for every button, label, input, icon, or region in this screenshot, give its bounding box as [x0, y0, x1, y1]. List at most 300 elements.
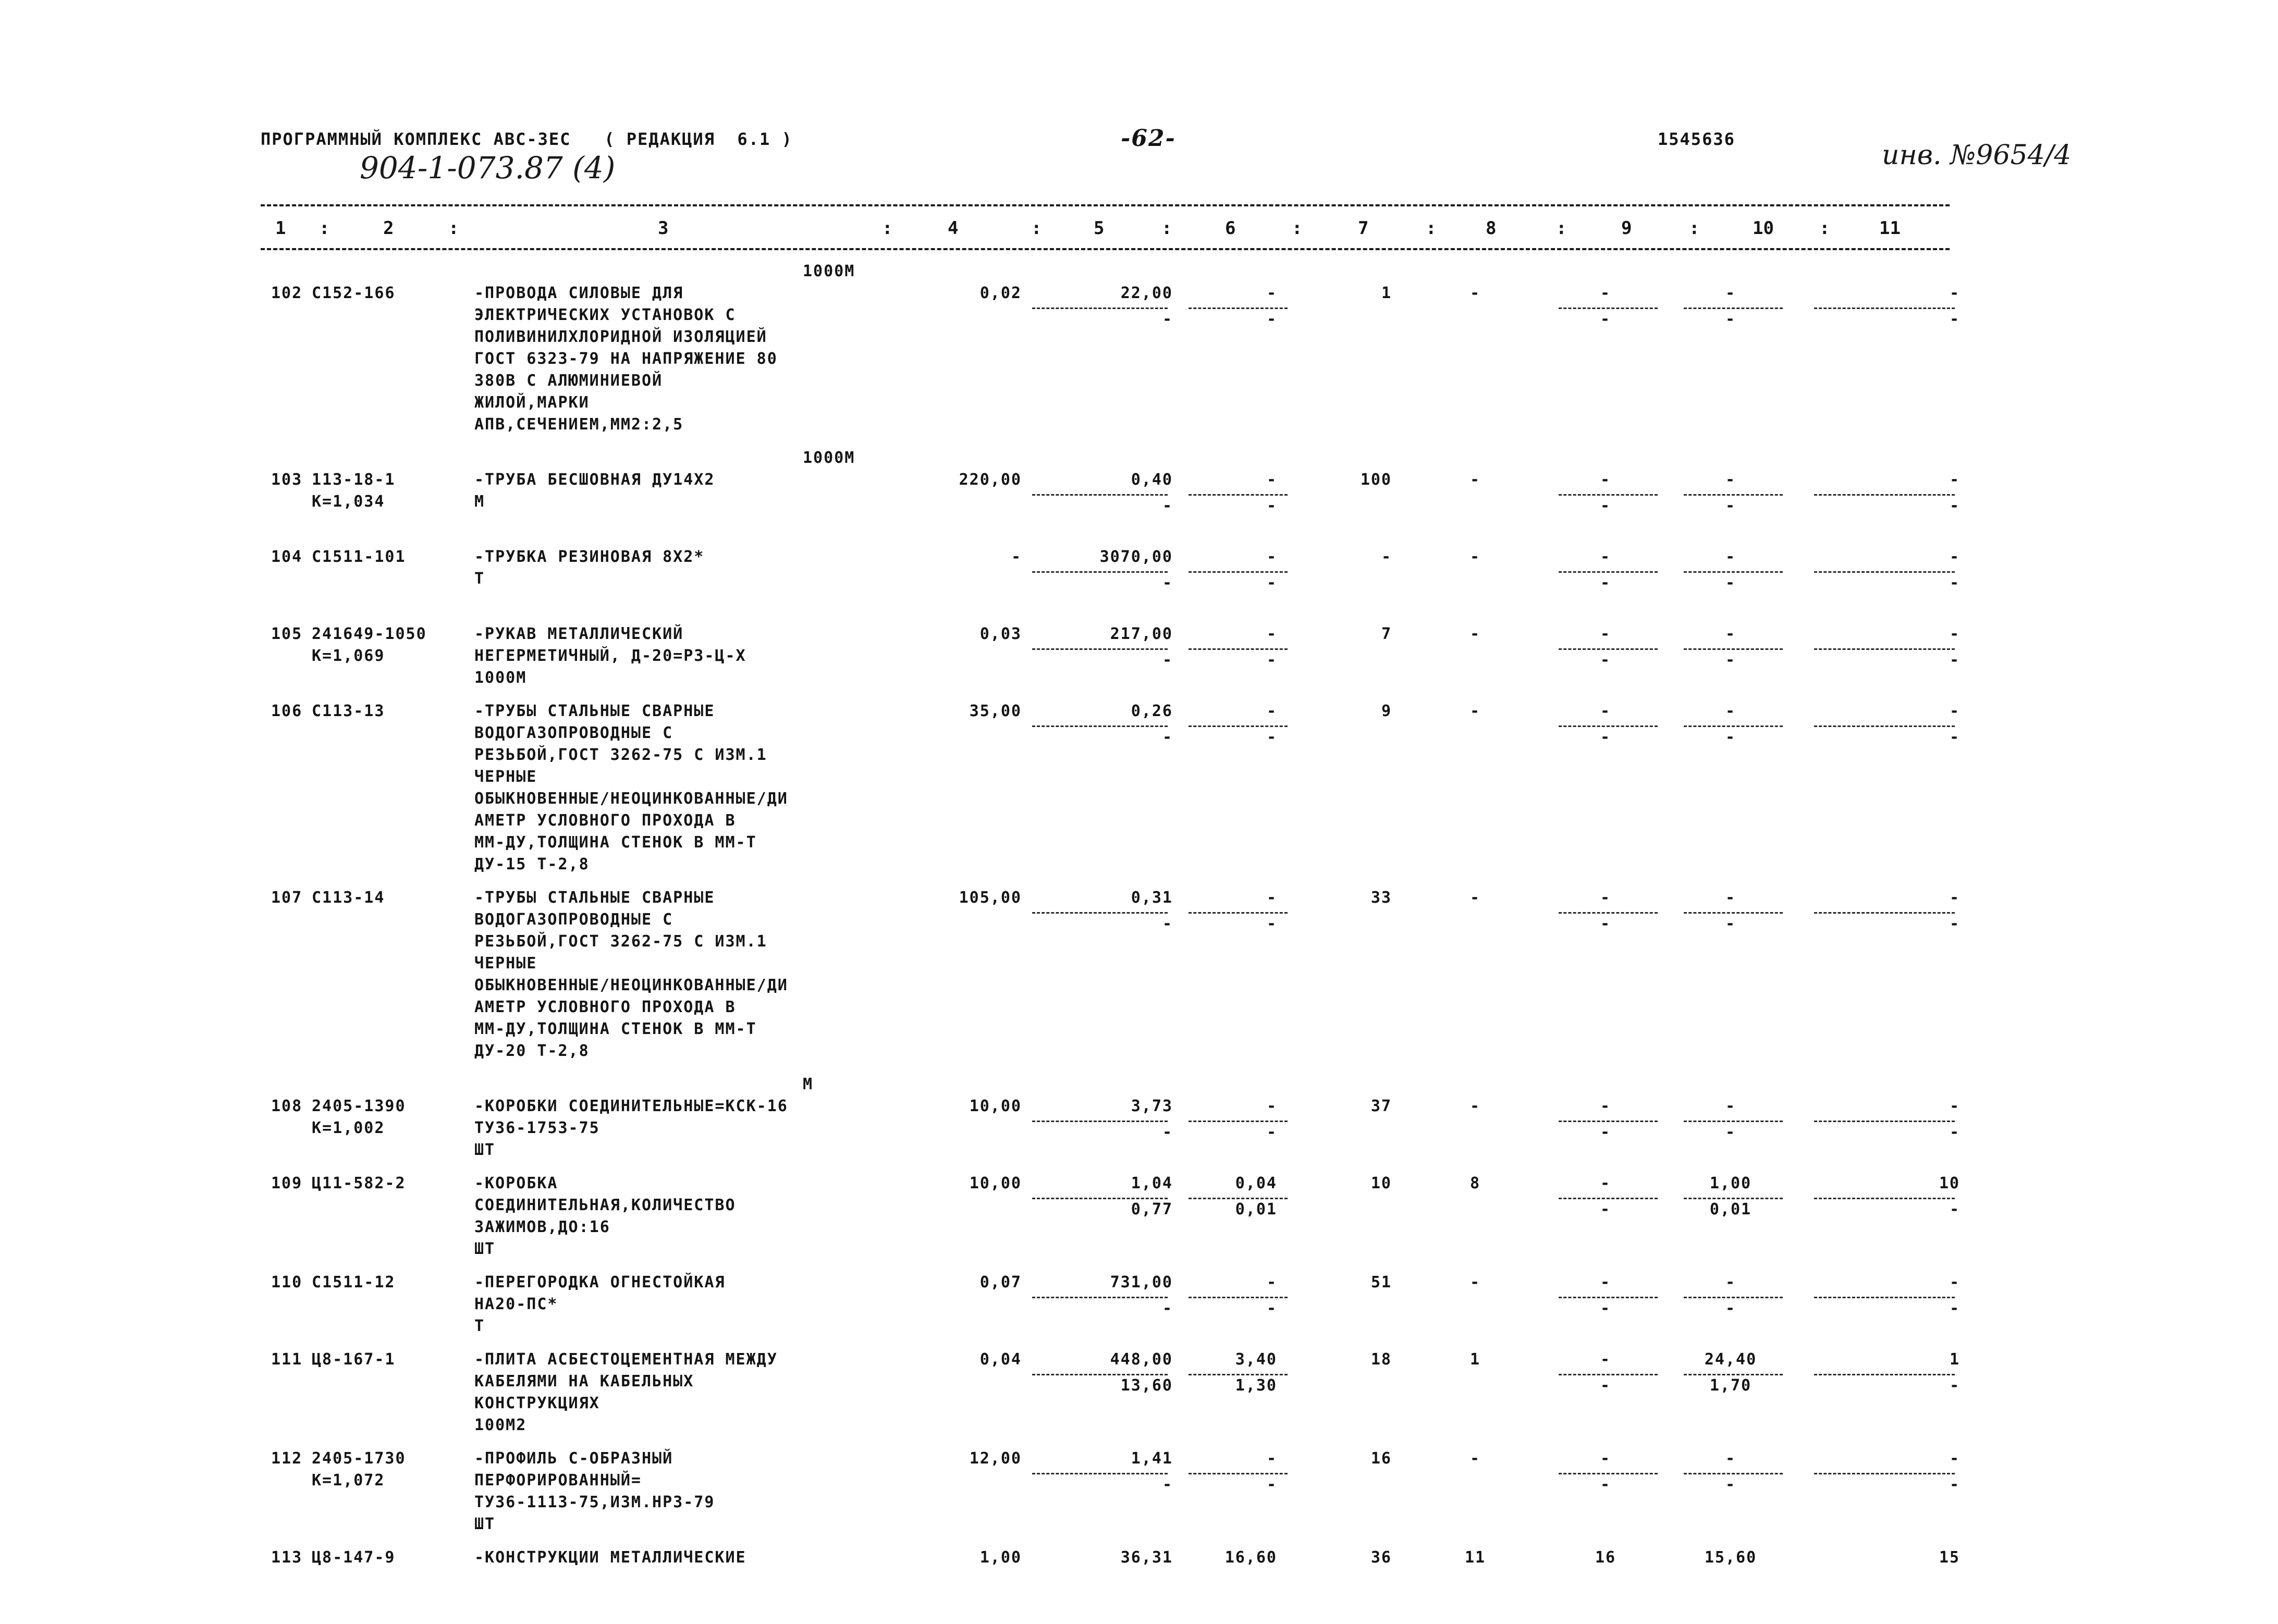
row-number: 110 [271, 1273, 303, 1291]
value-c4: 105,00 [959, 889, 1022, 907]
sub-value-c10: - [1725, 915, 1736, 933]
value-c9: - [1600, 1097, 1611, 1115]
value-c9: - [1600, 1449, 1611, 1468]
value-c4: 0,04 [979, 1350, 1022, 1369]
col-3: 3 [658, 218, 669, 239]
page-number: -62- [1121, 125, 1176, 152]
table-row [271, 1448, 1965, 1547]
value-c10: - [1725, 1097, 1736, 1115]
sub-value-c5: - [1162, 1299, 1173, 1318]
value-c9: - [1600, 702, 1611, 720]
sub-value-c11: - [1949, 651, 1960, 669]
row-number: 113 [271, 1548, 303, 1567]
value-separator [1032, 1121, 1168, 1122]
value-separator [1684, 1198, 1783, 1199]
value-c6: - [1266, 1273, 1277, 1291]
value-separator [1189, 648, 1288, 650]
value-separator [1559, 494, 1658, 496]
value-c10: - [1725, 889, 1736, 907]
code-line: С113-13 [312, 702, 385, 720]
sub-value-c10: - [1725, 574, 1736, 592]
description-line: НЕГЕРМЕТИЧНЫЙ, Д-20=Р3-Ц-Х [474, 647, 746, 665]
value-separator [1684, 307, 1783, 309]
description-line: ЭЛЕКТРИЧЕСКИХ УСТАНОВОК С [474, 306, 736, 324]
sub-value-c6: - [1266, 915, 1277, 933]
table-row [271, 623, 1965, 700]
value-c11: 10 [1939, 1174, 1960, 1192]
value-c9: - [1600, 1174, 1611, 1192]
value-separator [1684, 725, 1783, 727]
value-c4: 10,00 [969, 1097, 1022, 1115]
value-c8: - [1469, 625, 1481, 643]
sub-value-c6: - [1266, 1299, 1277, 1318]
description-line: Т [474, 570, 485, 588]
table-row [271, 1096, 1965, 1173]
value-separator [1559, 725, 1658, 727]
description-line: ЗАЖИМОВ,ДО:16 [474, 1218, 610, 1236]
row-number: 105 [271, 625, 303, 643]
value-separator [1814, 1198, 1955, 1199]
col-6: 6 [1225, 218, 1236, 239]
value-c5: 217,00 [1110, 625, 1173, 643]
value-c10: 15,60 [1704, 1548, 1757, 1567]
value-separator [1559, 1473, 1658, 1474]
sub-value-c10: 1,70 [1709, 1376, 1752, 1395]
description-line: СОЕДИНИТЕЛЬНАЯ,КОЛИЧЕСТВО [474, 1196, 736, 1214]
sub-value-c10: - [1725, 497, 1736, 515]
row-number: 108 [271, 1097, 303, 1115]
sub-value-c6: - [1266, 1475, 1277, 1494]
value-separator [1684, 1121, 1783, 1122]
sub-value-c11: - [1949, 1475, 1960, 1494]
sub-value-c11: - [1949, 310, 1960, 328]
sub-value-c5: - [1162, 915, 1173, 933]
value-separator [1814, 1473, 1955, 1474]
value-c9: - [1600, 889, 1611, 907]
value-c11: 1 [1949, 1350, 1960, 1369]
sub-value-c10: - [1725, 1299, 1736, 1318]
sub-value-c9: - [1600, 728, 1611, 746]
sub-value-c10: - [1725, 310, 1736, 328]
table-row [271, 469, 1965, 546]
value-c8: 8 [1469, 1174, 1481, 1192]
description-line: -КОРОБКА [474, 1174, 558, 1192]
col-sep: : [1819, 218, 1830, 239]
value-c7: 51 [1370, 1273, 1392, 1291]
resource-code [312, 546, 406, 568]
value-c11: - [1949, 284, 1960, 302]
col-10: 10 [1753, 218, 1774, 239]
sub-value-c10: 0,01 [1709, 1200, 1752, 1219]
description-line: ЖИЛОЙ,МАРКИ [474, 393, 590, 412]
sub-value-c5: - [1162, 310, 1173, 328]
code-line: Ц8-147-9 [312, 1548, 396, 1567]
value-c5: 3,73 [1131, 1097, 1173, 1115]
sub-value-c10: - [1725, 1475, 1736, 1494]
value-separator [1684, 912, 1783, 914]
resource-code [312, 282, 396, 304]
value-c6: 3,40 [1235, 1350, 1277, 1369]
value-c8: - [1469, 889, 1481, 907]
value-separator [1559, 648, 1658, 650]
value-separator [1559, 912, 1658, 914]
description-line: ММ-ДУ,ТОЛЩИНА СТЕНОК В ММ-Т [474, 833, 757, 852]
value-c9: - [1600, 548, 1611, 566]
description-line: М [474, 493, 485, 511]
code-line: С1511-12 [312, 1273, 396, 1291]
description-line: Т [474, 1317, 485, 1335]
value-separator [1032, 307, 1168, 309]
value-separator [1814, 571, 1955, 573]
sub-value-c10: - [1725, 728, 1736, 746]
value-c6: - [1266, 548, 1277, 566]
code-line: 241649-1050 [312, 625, 427, 643]
unit-label [271, 447, 1965, 469]
value-c11: - [1949, 625, 1960, 643]
value-c5: 0,40 [1131, 471, 1173, 489]
value-separator [1559, 1374, 1658, 1375]
row-number: 102 [271, 284, 303, 302]
sub-value-c11: - [1949, 574, 1960, 592]
header-rule [261, 248, 1950, 250]
table-row [271, 700, 1965, 887]
value-c10: - [1725, 548, 1736, 566]
col-sep: : [1426, 218, 1437, 239]
col-sep: : [882, 218, 893, 239]
value-c5: 0,26 [1131, 702, 1173, 720]
handwritten-inventory-number: инв. №9654/4 [1882, 140, 2072, 171]
value-c5: 36,31 [1120, 1548, 1173, 1567]
sub-value-c6: - [1266, 574, 1277, 592]
value-separator [1684, 1473, 1783, 1474]
value-c10: 1,00 [1709, 1174, 1752, 1192]
sub-value-c10: - [1725, 1123, 1736, 1141]
sub-value-c9: - [1600, 651, 1611, 669]
unit-label [271, 261, 1965, 282]
value-c5: 3070,00 [1099, 548, 1173, 566]
sub-value-c11: - [1949, 728, 1960, 746]
value-c7: 36 [1370, 1548, 1392, 1567]
value-c4: 10,00 [969, 1174, 1022, 1192]
value-separator [1032, 571, 1168, 573]
value-separator [1189, 1297, 1288, 1298]
col-sep: : [1689, 218, 1700, 239]
value-c7: 100 [1360, 471, 1392, 489]
col-sep: : [1031, 218, 1042, 239]
value-c9: - [1600, 284, 1611, 302]
value-c4: 12,00 [969, 1449, 1022, 1468]
sub-value-c5: - [1162, 497, 1173, 515]
value-c6: - [1266, 702, 1277, 720]
value-c10: - [1725, 471, 1736, 489]
code-line: 2405-1390 [312, 1097, 406, 1115]
value-c10: - [1725, 702, 1736, 720]
value-c11: - [1949, 471, 1960, 489]
col-4: 4 [948, 218, 959, 239]
value-separator [1189, 725, 1288, 727]
unit-text: 1000М [803, 262, 855, 280]
sub-value-c11: - [1949, 1200, 1960, 1219]
sub-value-c6: - [1266, 651, 1277, 669]
value-c10: - [1725, 284, 1736, 302]
description-line: ДУ-20 Т-2,8 [474, 1042, 590, 1060]
description-line: -ТРУБКА РЕЗИНОВАЯ 8Х2* [474, 548, 705, 566]
value-c9: 16 [1595, 1548, 1616, 1567]
value-separator [1032, 1198, 1168, 1199]
table-row [271, 1272, 1965, 1349]
row-number: 106 [271, 702, 303, 720]
value-separator [1814, 912, 1955, 914]
value-separator [1032, 494, 1168, 496]
row-number: 104 [271, 548, 303, 566]
description-line: ВОДОГАЗОПРОВОДНЫЕ С [474, 911, 673, 929]
value-separator [1032, 1297, 1168, 1298]
top-rule [261, 204, 1950, 206]
value-c5: 1,41 [1131, 1449, 1173, 1468]
col-2: 2 [383, 218, 394, 239]
value-c9: - [1600, 471, 1611, 489]
estimate-table [271, 261, 1965, 1624]
value-separator [1189, 494, 1288, 496]
value-c5: 22,00 [1120, 284, 1173, 302]
value-separator [1189, 912, 1288, 914]
resource-code [312, 700, 385, 722]
sub-value-c10: - [1725, 651, 1736, 669]
description-line: 100М2 [474, 1416, 527, 1434]
value-c7: 37 [1370, 1097, 1392, 1115]
description-line: ПЕРФОРИРОВАННЫЙ= [474, 1471, 642, 1490]
sub-value-c6: 1,30 [1235, 1376, 1277, 1395]
value-c7: 1 [1381, 284, 1392, 302]
sub-value-c9: - [1600, 1200, 1611, 1219]
sub-value-c6: - [1266, 1123, 1277, 1141]
value-c5: 448,00 [1110, 1350, 1173, 1369]
value-separator [1559, 307, 1658, 309]
value-separator [1814, 1374, 1955, 1375]
sub-value-c9: - [1600, 1376, 1611, 1395]
description-line: ШТ [474, 1240, 496, 1258]
value-c7: 10 [1370, 1174, 1392, 1192]
value-c6: - [1266, 1097, 1277, 1115]
table-row [271, 1173, 1965, 1272]
value-c6: - [1266, 471, 1277, 489]
document-code: 1545636 [1658, 129, 1735, 149]
code-line: К=1,069 [312, 647, 385, 665]
value-c6: - [1266, 889, 1277, 907]
value-c5: 0,31 [1131, 889, 1173, 907]
value-separator [1189, 1198, 1288, 1199]
description-line: ТУ36-1113-75,ИЗМ.НР3-79 [474, 1493, 715, 1511]
value-c6: 0,04 [1235, 1174, 1277, 1192]
description-line: РЕЗЬБОЙ,ГОСТ 3262-75 С ИЗМ.1 [474, 932, 767, 951]
value-c4: 0,03 [979, 625, 1022, 643]
col-sep: : [448, 218, 459, 239]
description-line: -ТРУБА БЕСШОВНАЯ ДУ14Х2 [474, 471, 715, 489]
description-line: ОБЫКНОВЕННЫЕ/НЕОЦИНКОВАННЫЕ/ДИ [474, 976, 788, 994]
description-line: ТУ36-1753-75 [474, 1119, 600, 1137]
description-line: -КОНСТРУКЦИИ МЕТАЛЛИЧЕСКИЕ [474, 1548, 746, 1567]
value-c9: - [1600, 625, 1611, 643]
value-c11: - [1949, 1273, 1960, 1291]
resource-code [312, 1173, 406, 1195]
value-c7: 9 [1381, 702, 1392, 720]
description-line: ВОДОГАЗОПРОВОДНЫЕ С [474, 724, 673, 742]
value-c8: - [1469, 1097, 1481, 1115]
value-c7: 33 [1370, 889, 1392, 907]
code-line: С152-166 [312, 284, 396, 302]
sub-value-c9: - [1600, 915, 1611, 933]
value-separator [1814, 725, 1955, 727]
description-line: ЧЕРНЫЕ [474, 768, 537, 786]
value-separator [1189, 1374, 1288, 1375]
resource-code [312, 1448, 406, 1492]
value-separator [1559, 1297, 1658, 1298]
description-line: ШТ [474, 1141, 496, 1159]
sub-value-c5: 0,77 [1131, 1200, 1173, 1219]
col-8: 8 [1486, 218, 1497, 239]
row-number: 109 [271, 1174, 303, 1192]
description-line: -РУКАВ МЕТАЛЛИЧЕСКИЙ [474, 625, 684, 643]
value-c10: - [1725, 625, 1736, 643]
value-c8: - [1469, 1273, 1481, 1291]
col-sep: : [1161, 218, 1172, 239]
description-line: -ТРУБЫ СТАЛЬНЫЕ СВАРНЫЕ [474, 702, 715, 720]
resource-code [312, 1547, 396, 1569]
description-line: ГОСТ 6323-79 НА НАПРЯЖЕНИЕ 80 [474, 350, 778, 368]
description-line: -ПРОВОДА СИЛОВЫЕ ДЛЯ [474, 284, 684, 302]
value-c8: - [1469, 284, 1481, 302]
value-separator [1814, 1121, 1955, 1122]
value-c4: 0,07 [979, 1273, 1022, 1291]
sub-value-c11: - [1949, 497, 1960, 515]
description-line: ПОЛИВИНИЛХЛОРИДНОЙ ИЗОЛЯЦИЕЙ [474, 328, 767, 346]
resource-code [312, 623, 427, 667]
value-separator [1684, 1297, 1783, 1298]
description-line: ШТ [474, 1515, 496, 1533]
description-line: -ПЛИТА АСБЕСТОЦЕМЕНТНАЯ МЕЖДУ [474, 1350, 778, 1369]
value-c7: 18 [1370, 1350, 1392, 1369]
description-line: -ПЕРЕГОРОДКА ОГНЕСТОЙКАЯ [474, 1273, 726, 1291]
value-c8: - [1469, 1449, 1481, 1468]
sub-value-c9: - [1600, 1475, 1611, 1494]
value-separator [1814, 307, 1955, 309]
sub-value-c9: - [1600, 310, 1611, 328]
code-line: 113-18-1 [312, 471, 396, 489]
resource-code [312, 469, 396, 513]
value-c6: - [1266, 1449, 1277, 1468]
value-c4: 1,00 [979, 1548, 1022, 1567]
value-separator [1032, 725, 1168, 727]
value-separator [1814, 494, 1955, 496]
value-separator [1559, 571, 1658, 573]
row-number: 111 [271, 1350, 303, 1369]
code-line: 2405-1730 [312, 1449, 406, 1468]
value-c4: 220,00 [959, 471, 1022, 489]
description-line: ММ-ДУ,ТОЛЩИНА СТЕНОК В ММ-Т [474, 1020, 757, 1038]
sub-value-c5: - [1162, 574, 1173, 592]
col-11: 11 [1879, 218, 1901, 239]
value-c5: 731,00 [1110, 1273, 1173, 1291]
value-c11: - [1949, 1097, 1960, 1115]
value-c7: - [1381, 548, 1392, 566]
description-line: КАБЕЛЯМИ НА КАБЕЛЬНЫХ [474, 1372, 694, 1391]
description-line: НА20-ПС* [474, 1295, 558, 1313]
value-c7: 7 [1381, 625, 1392, 643]
sub-value-c9: - [1600, 1299, 1611, 1318]
value-c6: - [1266, 284, 1277, 302]
table-row [271, 887, 1965, 1074]
value-separator [1559, 1198, 1658, 1199]
value-c11: - [1949, 548, 1960, 566]
value-c11: - [1949, 1449, 1960, 1468]
unit-text: 1000М [803, 449, 855, 467]
program-title: ПРОГРАММНЫЙ КОМПЛЕКС АВС-ЗЕС ( РЕДАКЦИЯ 6.1 ) [261, 129, 793, 149]
description-line: ОБЫКНОВЕННЫЕ/НЕОЦИНКОВАННЫЕ/ДИ [474, 790, 788, 808]
handwritten-project-number: 904-1-073.87 (4) [360, 150, 616, 186]
resource-code [312, 1349, 396, 1371]
table-row [271, 1349, 1965, 1448]
sub-value-c9: - [1600, 497, 1611, 515]
value-c9: - [1600, 1273, 1611, 1291]
resource-code [312, 887, 385, 909]
value-c4: - [1011, 548, 1022, 566]
resource-description [474, 282, 1178, 436]
sub-value-c9: - [1600, 574, 1611, 592]
col-7: 7 [1358, 218, 1369, 239]
description-line: -ТРУБЫ СТАЛЬНЫЕ СВАРНЫЕ [474, 889, 715, 907]
description-line: 1000М [474, 669, 527, 687]
unit-text: М [803, 1075, 814, 1093]
col-sep: : [319, 218, 330, 239]
description-line: АМЕТР УСЛОВНОГО ПРОХОДА В [474, 998, 736, 1016]
description-line: КОНСТРУКЦИЯХ [474, 1394, 600, 1412]
value-c8: - [1469, 471, 1481, 489]
resource-code [312, 1272, 396, 1294]
col-sep: : [1292, 218, 1303, 239]
description-line: ЧЕРНЫЕ [474, 954, 537, 973]
value-separator [1814, 648, 1955, 650]
value-c6: - [1266, 625, 1277, 643]
table-row [271, 1547, 1965, 1624]
value-separator [1032, 912, 1168, 914]
code-line: Ц11-582-2 [312, 1174, 406, 1192]
value-separator [1684, 571, 1783, 573]
value-separator [1814, 1297, 1955, 1298]
value-separator [1684, 1374, 1783, 1375]
sub-value-c9: - [1600, 1123, 1611, 1141]
code-line: С1511-101 [312, 548, 406, 566]
value-separator [1189, 1473, 1288, 1474]
value-separator [1189, 307, 1288, 309]
description-line: -КОРОБКИ СОЕДИНИТЕЛЬНЫЕ=КСК-16 [474, 1097, 788, 1115]
value-c11: - [1949, 889, 1960, 907]
value-c6: 16,60 [1224, 1548, 1277, 1567]
unit-label [271, 1074, 1965, 1096]
value-c4: 0,02 [979, 284, 1022, 302]
description-line: РЕЗЬБОЙ,ГОСТ 3262-75 С ИЗМ.1 [474, 746, 767, 764]
value-c8: 11 [1464, 1548, 1486, 1567]
sub-value-c5: 13,60 [1120, 1376, 1173, 1395]
sub-value-c5: - [1162, 1123, 1173, 1141]
code-line: К=1,034 [312, 493, 385, 511]
code-line: К=1,002 [312, 1119, 385, 1137]
col-5: 5 [1094, 218, 1105, 239]
value-separator [1684, 494, 1783, 496]
sub-value-c11: - [1949, 1299, 1960, 1318]
table-row [271, 282, 1965, 447]
value-c8: - [1469, 548, 1481, 566]
code-line: К=1,072 [312, 1471, 385, 1490]
